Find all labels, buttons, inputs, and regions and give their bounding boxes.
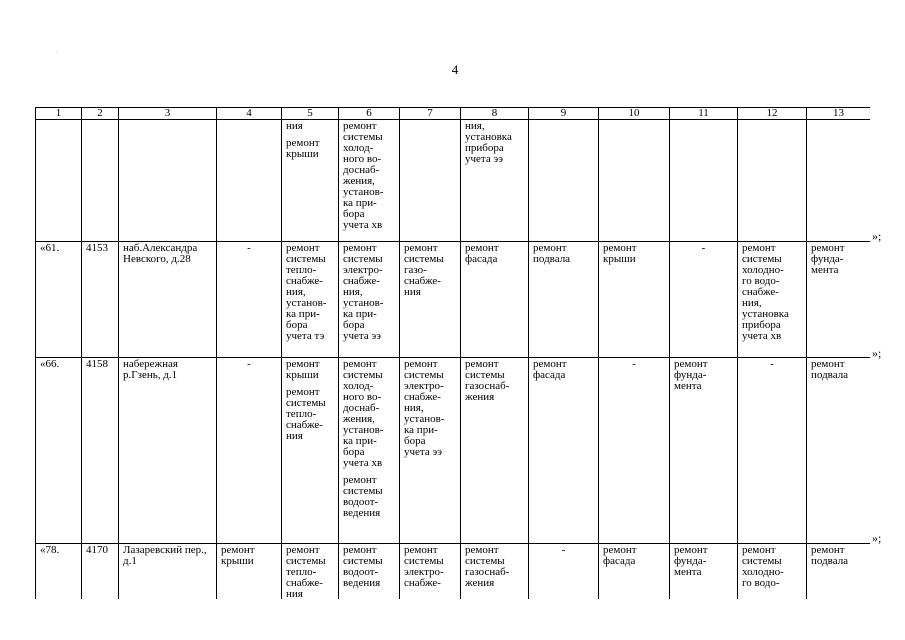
cell-text: ремонт <box>286 242 320 254</box>
table-cell <box>119 544 217 600</box>
cell-text: жения <box>465 391 495 403</box>
table-cell <box>217 120 282 242</box>
cell-text: мента <box>674 566 702 578</box>
table-cell <box>119 242 217 358</box>
cell-text: установка <box>465 131 512 143</box>
cell-text: - <box>701 242 706 254</box>
cell-text: снабже- <box>343 275 380 287</box>
cell-text: фасада <box>603 555 636 567</box>
cell-text: бора <box>404 435 426 447</box>
cell-text: системы <box>286 397 326 409</box>
table-cell <box>461 358 529 544</box>
column-header: 5 <box>282 108 339 120</box>
header-row <box>36 108 871 120</box>
column-header: 10 <box>599 108 670 120</box>
cell-text: системы <box>404 555 444 567</box>
cell-text: системы <box>286 555 326 567</box>
table-cell <box>738 242 807 358</box>
cell-text: снабже- <box>742 286 779 298</box>
cell-text: подвала <box>811 555 849 567</box>
cell-text: тепло- <box>286 566 317 578</box>
table-cell <box>461 544 529 600</box>
cell-text: мента <box>674 380 702 392</box>
cell-text: крыши <box>286 369 319 381</box>
cell-text: - <box>770 358 774 370</box>
cell-text: ремонт <box>533 242 567 254</box>
table-cell <box>217 358 282 544</box>
page-number: 4 <box>451 62 459 77</box>
cell-text: газоснаб- <box>465 566 510 578</box>
cell-text: ремонт <box>343 120 377 132</box>
table-cell <box>461 242 529 358</box>
table-cell <box>119 358 217 544</box>
cell-text: ка при- <box>343 308 377 320</box>
cell-text: бора <box>343 319 365 331</box>
cell-text: установ- <box>343 297 384 309</box>
cell-text: ремонт <box>811 544 845 556</box>
table-cell <box>738 358 807 544</box>
cell-text: фунда- <box>674 555 707 567</box>
table-cell <box>599 358 670 544</box>
cell-text: ремонт <box>343 544 377 556</box>
table-cell <box>670 358 738 544</box>
table-row <box>36 358 871 544</box>
cell-text: ка при- <box>286 308 320 320</box>
column-header: 9 <box>529 108 599 120</box>
repair-schedule-table <box>35 107 870 599</box>
cell-text: ремонт <box>404 544 438 556</box>
table-cell <box>599 544 670 600</box>
table-cell <box>400 242 461 358</box>
cell-text: мента <box>811 264 839 276</box>
cell-text: - <box>561 544 566 556</box>
cell-text: системы <box>343 485 383 497</box>
cell-text: ремонт <box>286 137 320 149</box>
cell-text: ного во- <box>343 391 382 403</box>
cell-text: ремонт <box>674 544 708 556</box>
table-cell <box>599 242 670 358</box>
cell-text: бора <box>343 446 365 458</box>
cell-text: крыши <box>603 253 636 265</box>
cell-text: ка при- <box>404 424 438 436</box>
table-cell <box>670 120 738 242</box>
table-cell <box>400 120 461 242</box>
cell-text: системы <box>286 253 326 265</box>
cell-text: водоот- <box>343 496 379 508</box>
table-cell <box>282 242 339 358</box>
table-cell <box>529 242 599 358</box>
cell-text: холодно- <box>742 566 784 578</box>
row-end-marker: »; <box>872 346 882 360</box>
cell-text: учета хв <box>742 330 782 342</box>
cell-text: ремонт <box>343 474 377 486</box>
cell-text: учета ээ <box>465 153 503 165</box>
cell-text: бора <box>343 208 365 220</box>
table-cell <box>119 120 217 242</box>
cell-text: 4158 <box>86 358 108 370</box>
cell-text: ремонт <box>811 358 845 370</box>
cell-text: электро- <box>404 566 444 578</box>
cell-text: «61. <box>40 242 60 254</box>
cell-text: газо- <box>404 264 427 276</box>
cell-text: холод- <box>343 142 374 154</box>
cell-text: снабже- <box>404 275 441 287</box>
column-header: 6 <box>339 108 400 120</box>
cell-text: 4153 <box>86 242 108 254</box>
table-cell <box>807 242 871 358</box>
cell-text: ния <box>404 286 421 298</box>
column-header: 2 <box>82 108 119 120</box>
cell-text: ремонт <box>465 544 499 556</box>
cell-text: крыши <box>221 555 254 567</box>
cell-text: системы <box>465 369 505 381</box>
cell-text: ремонт <box>742 242 776 254</box>
table-cell <box>36 544 82 600</box>
table-cell <box>282 120 339 242</box>
table-cell <box>807 544 871 600</box>
cell-text: снабже- <box>404 391 441 403</box>
cell-text: системы <box>343 253 383 265</box>
cell-text: снабже- <box>286 275 323 287</box>
cell-text: бора <box>286 319 308 331</box>
cell-text: учета ээ <box>404 446 442 458</box>
cell-text: ремонт <box>286 386 320 398</box>
cell-text: учета хв <box>343 457 383 469</box>
table-cell <box>400 358 461 544</box>
column-header: 13 <box>807 108 871 120</box>
table-cell <box>529 358 599 544</box>
cell-text: системы <box>742 555 782 567</box>
cell-text: ремонт <box>603 544 637 556</box>
table-cell <box>670 242 738 358</box>
cell-text: ремонт <box>404 242 438 254</box>
cell-text: 4170 <box>86 544 108 556</box>
table-cell <box>282 544 339 600</box>
cell-text: установ- <box>286 297 327 309</box>
cell-text: тепло- <box>286 408 317 420</box>
cell-text: ния, <box>343 286 363 298</box>
cell-text: ремонт <box>286 358 320 370</box>
table-cell <box>36 242 82 358</box>
cell-text: ремонт <box>603 242 637 254</box>
cell-text: системы <box>343 369 383 381</box>
cell-text: ния, <box>286 286 306 298</box>
table-cell <box>400 544 461 600</box>
cell-text: - <box>247 358 251 370</box>
cell-text: холод- <box>343 380 374 392</box>
cell-text: системы <box>404 369 444 381</box>
cell-text: снабже- <box>404 577 441 589</box>
cell-text: жения, <box>343 413 375 425</box>
table-cell <box>217 242 282 358</box>
cell-text: крыши <box>286 148 319 160</box>
table-cell <box>529 120 599 242</box>
table-cell <box>339 544 400 600</box>
column-header: 8 <box>461 108 529 120</box>
cell-text: ния <box>286 430 303 442</box>
table-cell <box>82 242 119 358</box>
table-cell <box>529 544 599 600</box>
cell-text: системы <box>742 253 782 265</box>
cell-text: системы <box>404 253 444 265</box>
row-end-marker: »; <box>872 229 882 243</box>
cell-text: учета тэ <box>286 330 325 342</box>
cell-text: электро- <box>404 380 444 392</box>
cell-text: системы <box>465 555 505 567</box>
cell-text: р.Гзень, д.1 <box>123 369 178 381</box>
cell-text: ния <box>286 588 303 599</box>
column-header: 11 <box>670 108 738 120</box>
cell-text: «78. <box>40 544 60 556</box>
cell-text: ния <box>286 120 303 132</box>
column-header: 12 <box>738 108 807 120</box>
table-cell <box>217 544 282 600</box>
cell-text: снабже- <box>286 577 323 589</box>
column-header: 1 <box>36 108 82 120</box>
cell-text: Невского, д.28 <box>123 253 191 265</box>
table-cell <box>82 120 119 242</box>
cell-text: ка при- <box>343 197 377 209</box>
cell-text: жения <box>465 577 495 589</box>
cell-text: го водо- <box>742 275 780 287</box>
cell-text: подвала <box>533 253 571 265</box>
cell-text: учета хв <box>343 219 383 231</box>
cell-text: го водо- <box>742 577 780 589</box>
cell-text: электро- <box>343 264 383 276</box>
table-cell <box>339 120 400 242</box>
cell-text: жения, <box>343 175 375 187</box>
table-cell <box>670 544 738 600</box>
cell-text: фунда- <box>674 369 707 381</box>
cell-text: ремонт <box>742 544 776 556</box>
cell-text: ремонт <box>465 358 499 370</box>
cell-text: прибора <box>742 319 781 331</box>
cell-text: снабже- <box>286 419 323 431</box>
cell-text: ния, <box>465 120 485 132</box>
cell-text: холодно- <box>742 264 784 276</box>
cell-text: д.1 <box>123 555 137 567</box>
cell-text: ведения <box>343 577 381 589</box>
cell-text: ремонт <box>343 242 377 254</box>
table-cell <box>282 358 339 544</box>
table-cell <box>461 120 529 242</box>
column-header: 3 <box>119 108 217 120</box>
cell-text: ремонт <box>221 544 255 556</box>
table-cell <box>36 358 82 544</box>
table-row <box>36 544 871 600</box>
cell-text: подвала <box>811 369 849 381</box>
cell-text: фунда- <box>811 253 844 265</box>
table-cell <box>82 358 119 544</box>
table-cell <box>807 358 871 544</box>
scan-speck: · <box>56 50 58 56</box>
table-cell <box>82 544 119 600</box>
cell-text: ремонт <box>465 242 499 254</box>
column-header: 4 <box>217 108 282 120</box>
column-header: 7 <box>400 108 461 120</box>
cell-text: доснаб- <box>343 402 380 414</box>
cell-text: набережная <box>123 358 178 370</box>
cell-text: наб.Александра <box>123 242 198 254</box>
cell-text: ремонт <box>674 358 708 370</box>
cell-text: ремонт <box>404 358 438 370</box>
cell-text: - <box>632 358 636 370</box>
cell-text: ремонт <box>286 544 320 556</box>
cell-text: системы <box>343 555 383 567</box>
table-cell <box>339 242 400 358</box>
cell-text: тепло- <box>286 264 317 276</box>
cell-text: Лазаревский пер., <box>123 544 207 556</box>
table-cell <box>36 120 82 242</box>
cell-text: ведения <box>343 507 381 519</box>
cell-text: установ- <box>404 413 445 425</box>
table-cell <box>599 120 670 242</box>
cell-text: установ- <box>343 186 384 198</box>
cell-text: ния, <box>404 402 424 414</box>
table-cell <box>807 120 871 242</box>
cell-text: учета ээ <box>343 330 381 342</box>
cell-text: - <box>247 242 251 254</box>
cell-text: доснаб- <box>343 164 380 176</box>
cell-text: фасада <box>533 369 566 381</box>
cell-text: установка <box>742 308 789 320</box>
cell-text: ного во- <box>343 153 382 165</box>
row-end-marker: »; <box>872 531 882 545</box>
cell-text: ния, <box>742 297 762 309</box>
table-row <box>36 242 871 358</box>
table-cell <box>339 358 400 544</box>
table-container <box>35 107 870 599</box>
table-row <box>36 120 871 242</box>
cell-text: ремонт <box>533 358 567 370</box>
cell-text: прибора <box>465 142 504 154</box>
cell-text: ремонт <box>343 358 377 370</box>
cell-text: газоснаб- <box>465 380 510 392</box>
cell-text: ремонт <box>811 242 845 254</box>
cell-text: системы <box>343 131 383 143</box>
cell-text: ка при- <box>343 435 377 447</box>
cell-text: «66. <box>40 358 60 370</box>
table-cell <box>738 120 807 242</box>
cell-text: установ- <box>343 424 384 436</box>
cell-text: фасада <box>465 253 498 265</box>
table-cell <box>738 544 807 600</box>
cell-text: водоот- <box>343 566 379 578</box>
